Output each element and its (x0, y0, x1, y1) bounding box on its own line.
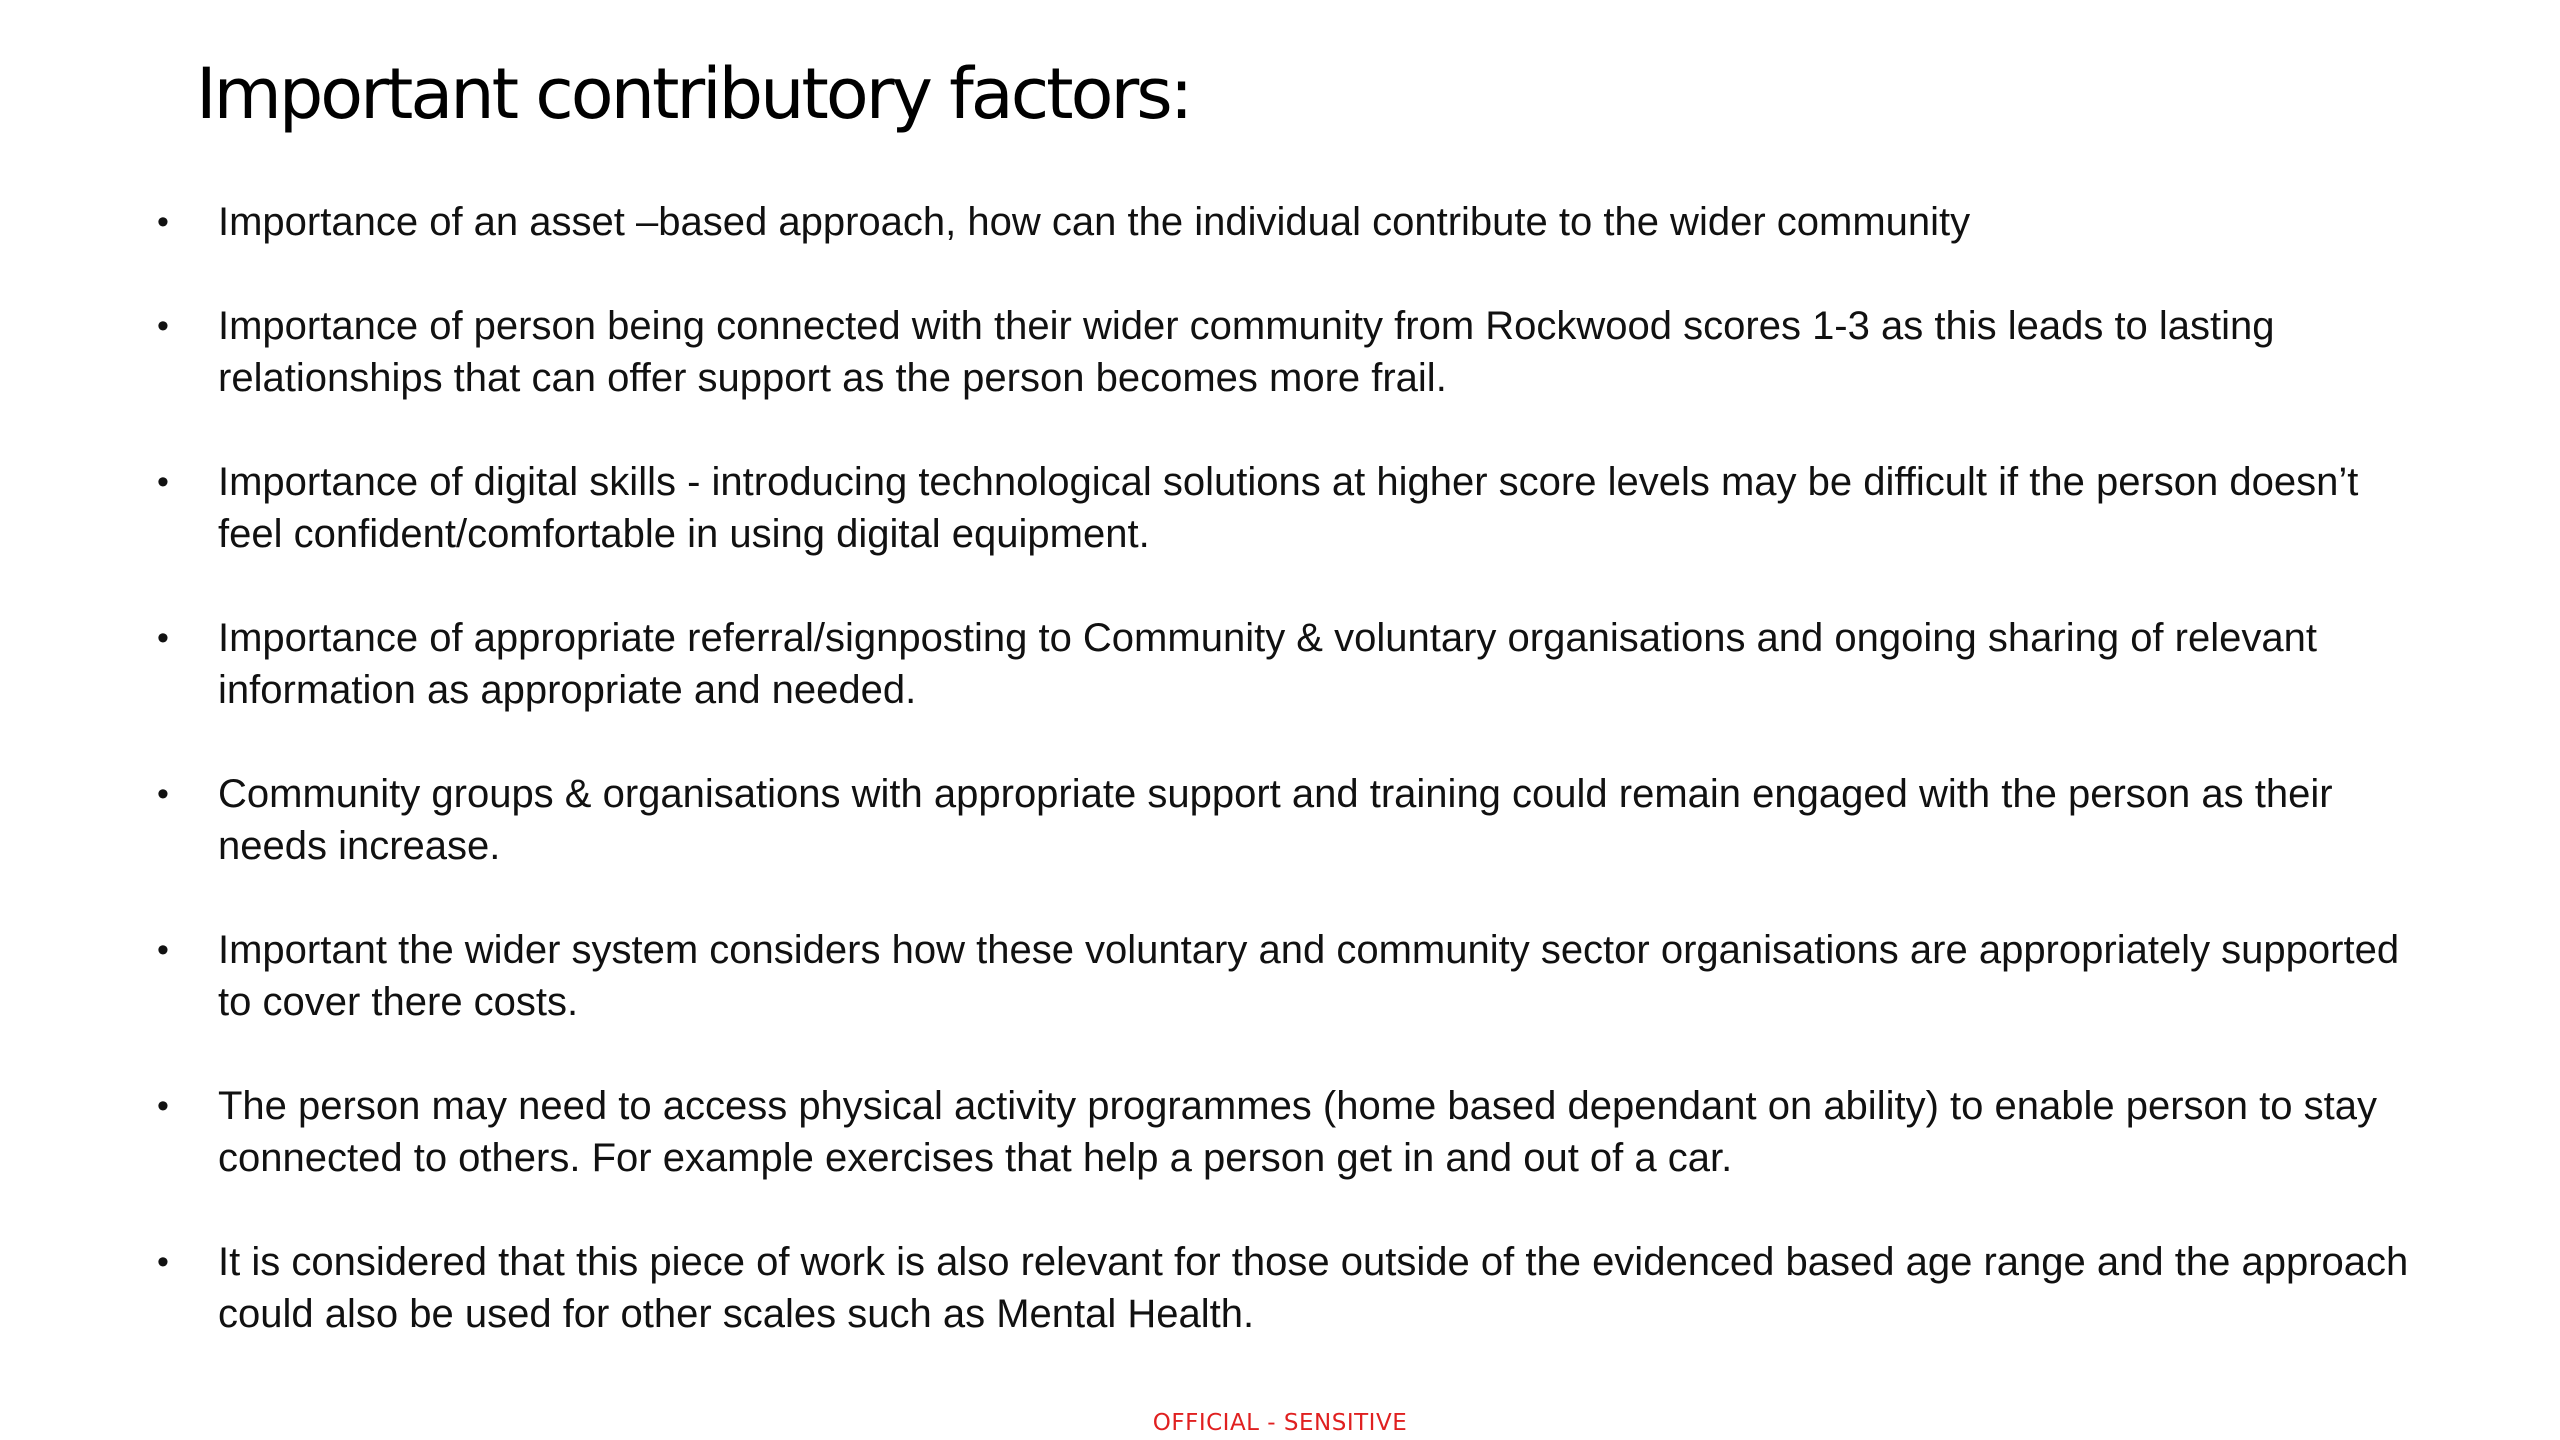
bullet-dot-icon: • (157, 1243, 169, 1281)
bullet-item (0, 1236, 2418, 1340)
bullet-item (0, 456, 2418, 560)
bullet-text: It is considered that this piece of work is also relevant for those outside of the evidenced based age range and the approach could also be used for other scales such as Mental Health. (218, 1240, 2409, 1336)
bullet-item (0, 196, 2418, 248)
bullet-list (0, 196, 2560, 1392)
bullet-dot-icon: • (157, 203, 169, 241)
bullet-text: Importance of digital skills - introducing technological solutions at higher score levels may be difficult if the person doesn’t feel confident/comfortable in using digital equipment. (218, 460, 2359, 556)
bullet-dot-icon: • (157, 931, 169, 969)
bullet-dot-icon: • (157, 307, 169, 345)
bullet-text: Important the wider system considers how these voluntary and community sector organisations are appropriately supported to cover there costs. (218, 928, 2400, 1024)
bullet-text: Importance of an asset –based approach, how can the individual contribute to the wider community (218, 200, 1971, 244)
bullet-text: Community groups & organisations with appropriate support and training could remain engaged with the person as their needs increase. (218, 772, 2333, 868)
bullet-item (0, 300, 2418, 404)
bullet-dot-icon: • (157, 775, 169, 813)
bullet-item (0, 768, 2418, 872)
slide-title: Important contributory factors: (196, 53, 1191, 135)
bullet-dot-icon: • (157, 1087, 169, 1125)
bullet-item (0, 612, 2418, 716)
bullet-dot-icon: • (157, 619, 169, 657)
bullet-text: Importance of person being connected with their wider community from Rockwood scores 1-3 as this leads to lasting relationships that can offer support as the person becomes more frail. (218, 304, 2275, 400)
bullet-item (0, 1080, 2418, 1184)
bullet-text: Importance of appropriate referral/signposting to Community & voluntary organisations and ongoing sharing of relevant information as appropriate and needed. (218, 616, 2317, 712)
bullet-item (0, 924, 2418, 1028)
bullet-text: The person may need to access physical activity programmes (home based dependant on ability) to enable person to stay connected to others. For example exercises that help a person get in and out of a car. (218, 1084, 2377, 1180)
classification-footer: OFFICIAL - SENSITIVE (1152, 1410, 1408, 1436)
bullet-dot-icon: • (157, 463, 169, 501)
